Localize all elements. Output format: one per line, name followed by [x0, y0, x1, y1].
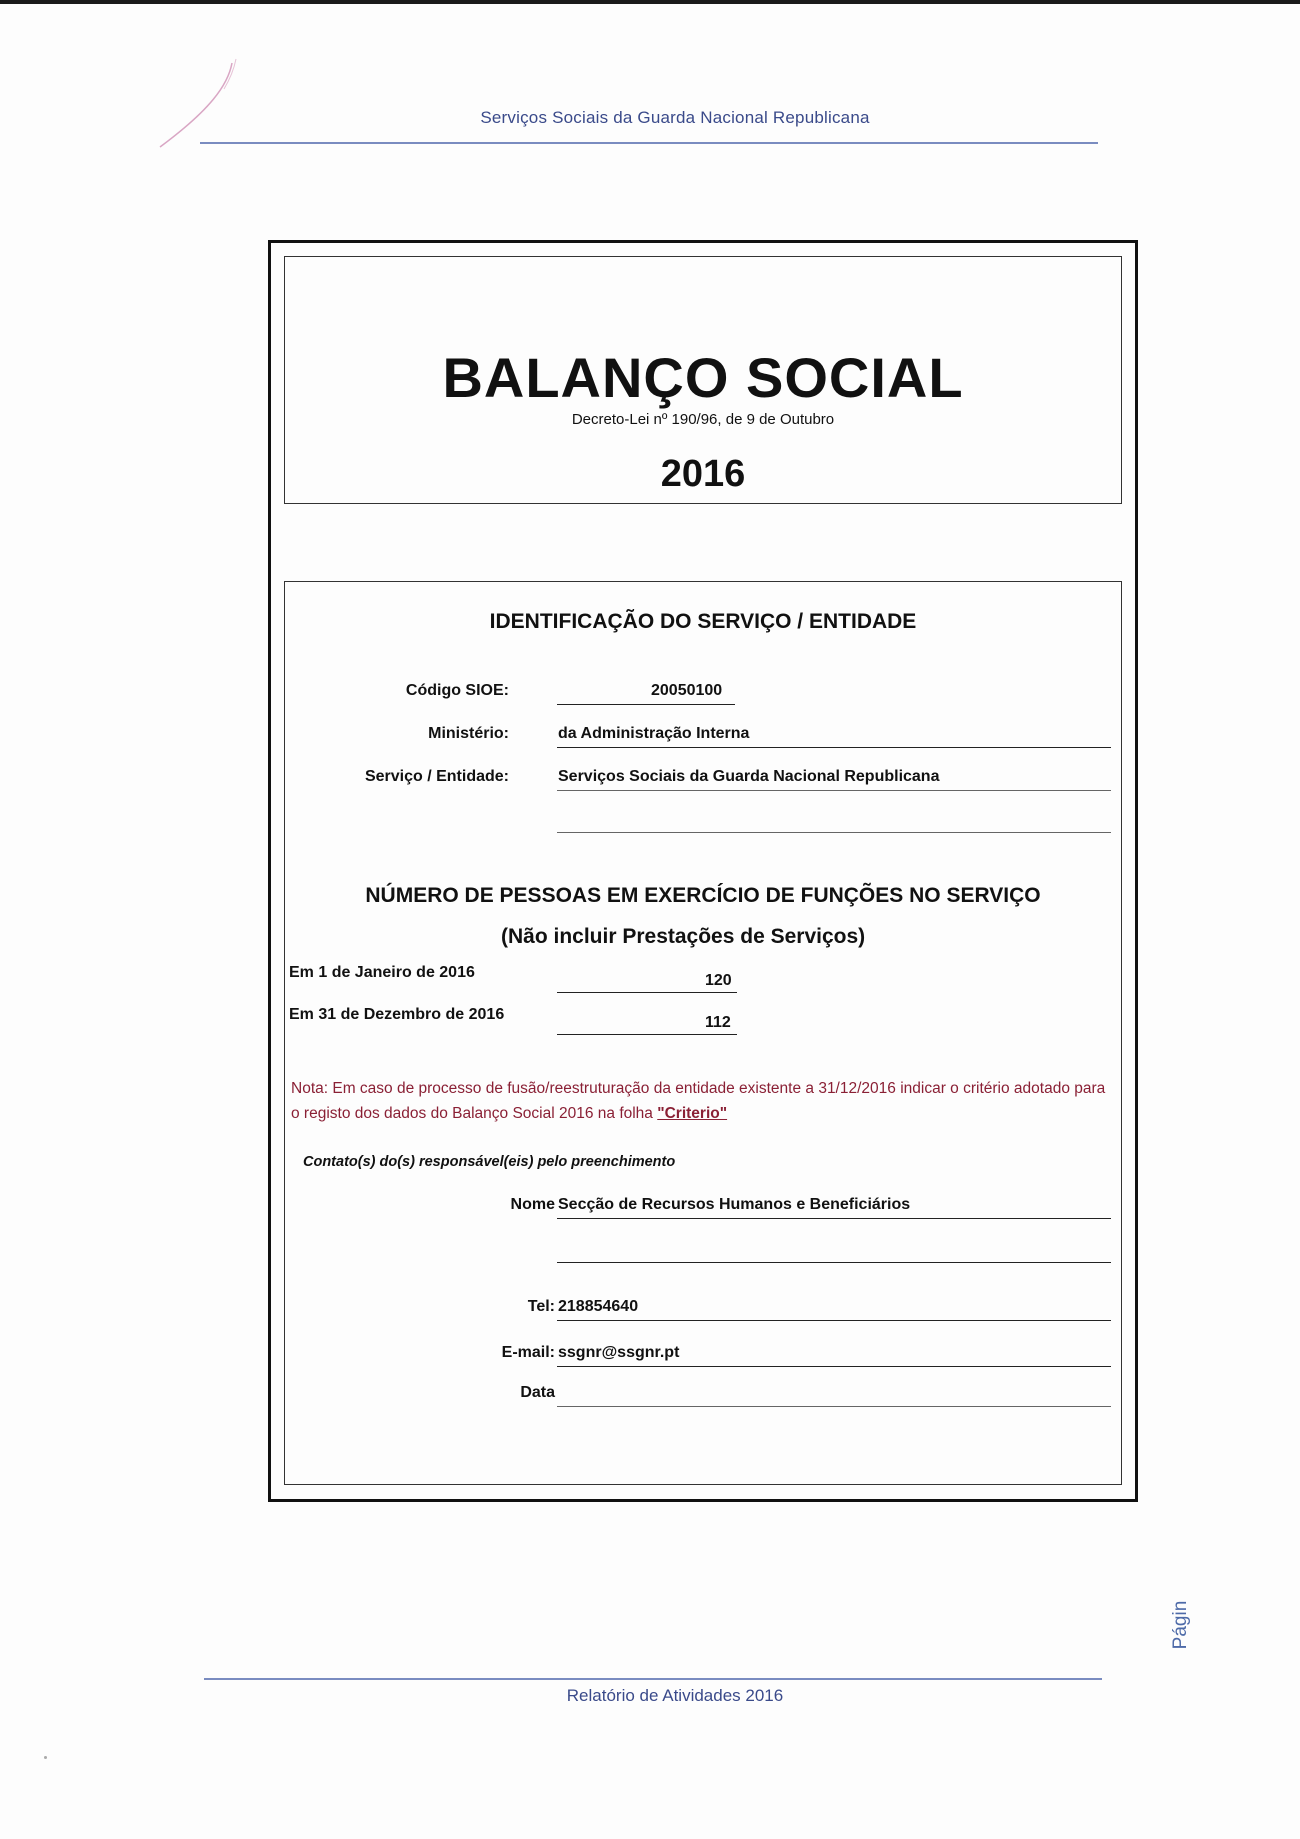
jan-underline — [557, 992, 737, 993]
decree-reference: Decreto-Lei nº 190/96, de 9 de Outubro — [571, 411, 835, 428]
ministry-label: Ministério: — [428, 725, 509, 742]
scan-speck — [44, 1756, 47, 1759]
contact-name-underline — [557, 1218, 1111, 1219]
jan-label: Em 1 de Janeiro de 2016 — [289, 964, 475, 981]
identification-box — [284, 581, 1122, 1485]
entity-label: Serviço / Entidade: — [364, 768, 509, 785]
dec-value: 112 — [705, 1014, 731, 1031]
report-year: 2016 — [660, 453, 746, 495]
dec-label: Em 31 de Dezembro de 2016 — [289, 1006, 505, 1023]
page-label: Págin — [1170, 1600, 1191, 1650]
page-top-edge — [0, 0, 1300, 4]
tel-value: 218854640 — [558, 1298, 639, 1315]
tel-label: Tel: — [527, 1298, 555, 1315]
contact-name-underline-2 — [557, 1262, 1111, 1263]
footer-rule — [204, 1678, 1102, 1680]
dec-underline — [557, 1034, 737, 1035]
email-value: ssgnr@ssgnr.pt — [558, 1344, 680, 1361]
email-label: E-mail: — [501, 1344, 555, 1361]
header-rule — [200, 142, 1098, 144]
identification-title: IDENTIFICAÇÃO DO SERVIÇO / ENTIDADE — [489, 610, 917, 633]
date-label: Data — [520, 1384, 555, 1401]
date-underline — [557, 1406, 1111, 1407]
jan-value: 120 — [705, 972, 732, 989]
page-footer: Relatório de Atividades 2016 — [566, 1686, 784, 1705]
tel-underline — [557, 1320, 1111, 1321]
main-title: BALANÇO SOCIAL — [442, 346, 964, 409]
sioe-label: Código SIOE: — [405, 682, 509, 699]
sioe-underline — [557, 704, 735, 705]
ministry-underline — [557, 747, 1111, 748]
page-header: Serviços Sociais da Guarda Nacional Republicana — [480, 108, 870, 127]
entity-value: Serviços Sociais da Guarda Nacional Republicana — [558, 768, 940, 785]
entity-underline-2 — [557, 832, 1111, 833]
note-text — [291, 1076, 1111, 1126]
contacts-hint: Contato(s) do(s) responsável(eis) pelo preenchimento — [303, 1154, 676, 1170]
pen-mark — [140, 55, 250, 155]
contact-name-value: Secção de Recursos Humanos e Beneficiários — [558, 1196, 911, 1213]
headcount-title: NÚMERO DE PESSOAS EM EXERCÍCIO DE FUNÇÕES NO SERVIÇO — [365, 884, 1041, 907]
criterio-link[interactable]: "Criterio" — [657, 1105, 728, 1122]
sioe-value: 20050100 — [651, 682, 723, 699]
contact-name-label: Nome — [510, 1196, 555, 1213]
entity-underline — [557, 790, 1111, 791]
note-body: Nota: Em caso de processo de fusão/reestruturação da entidade existente a 31/12/2016 indicar o critério adotado para o registo dos dados do Balanço Social 2016 na folha — [291, 1080, 1106, 1122]
title-box — [284, 256, 1122, 504]
ministry-value: da Administração Interna — [558, 725, 750, 742]
headcount-subtitle: (Não incluir Prestações de Serviços) — [501, 925, 866, 948]
email-underline — [557, 1366, 1111, 1367]
